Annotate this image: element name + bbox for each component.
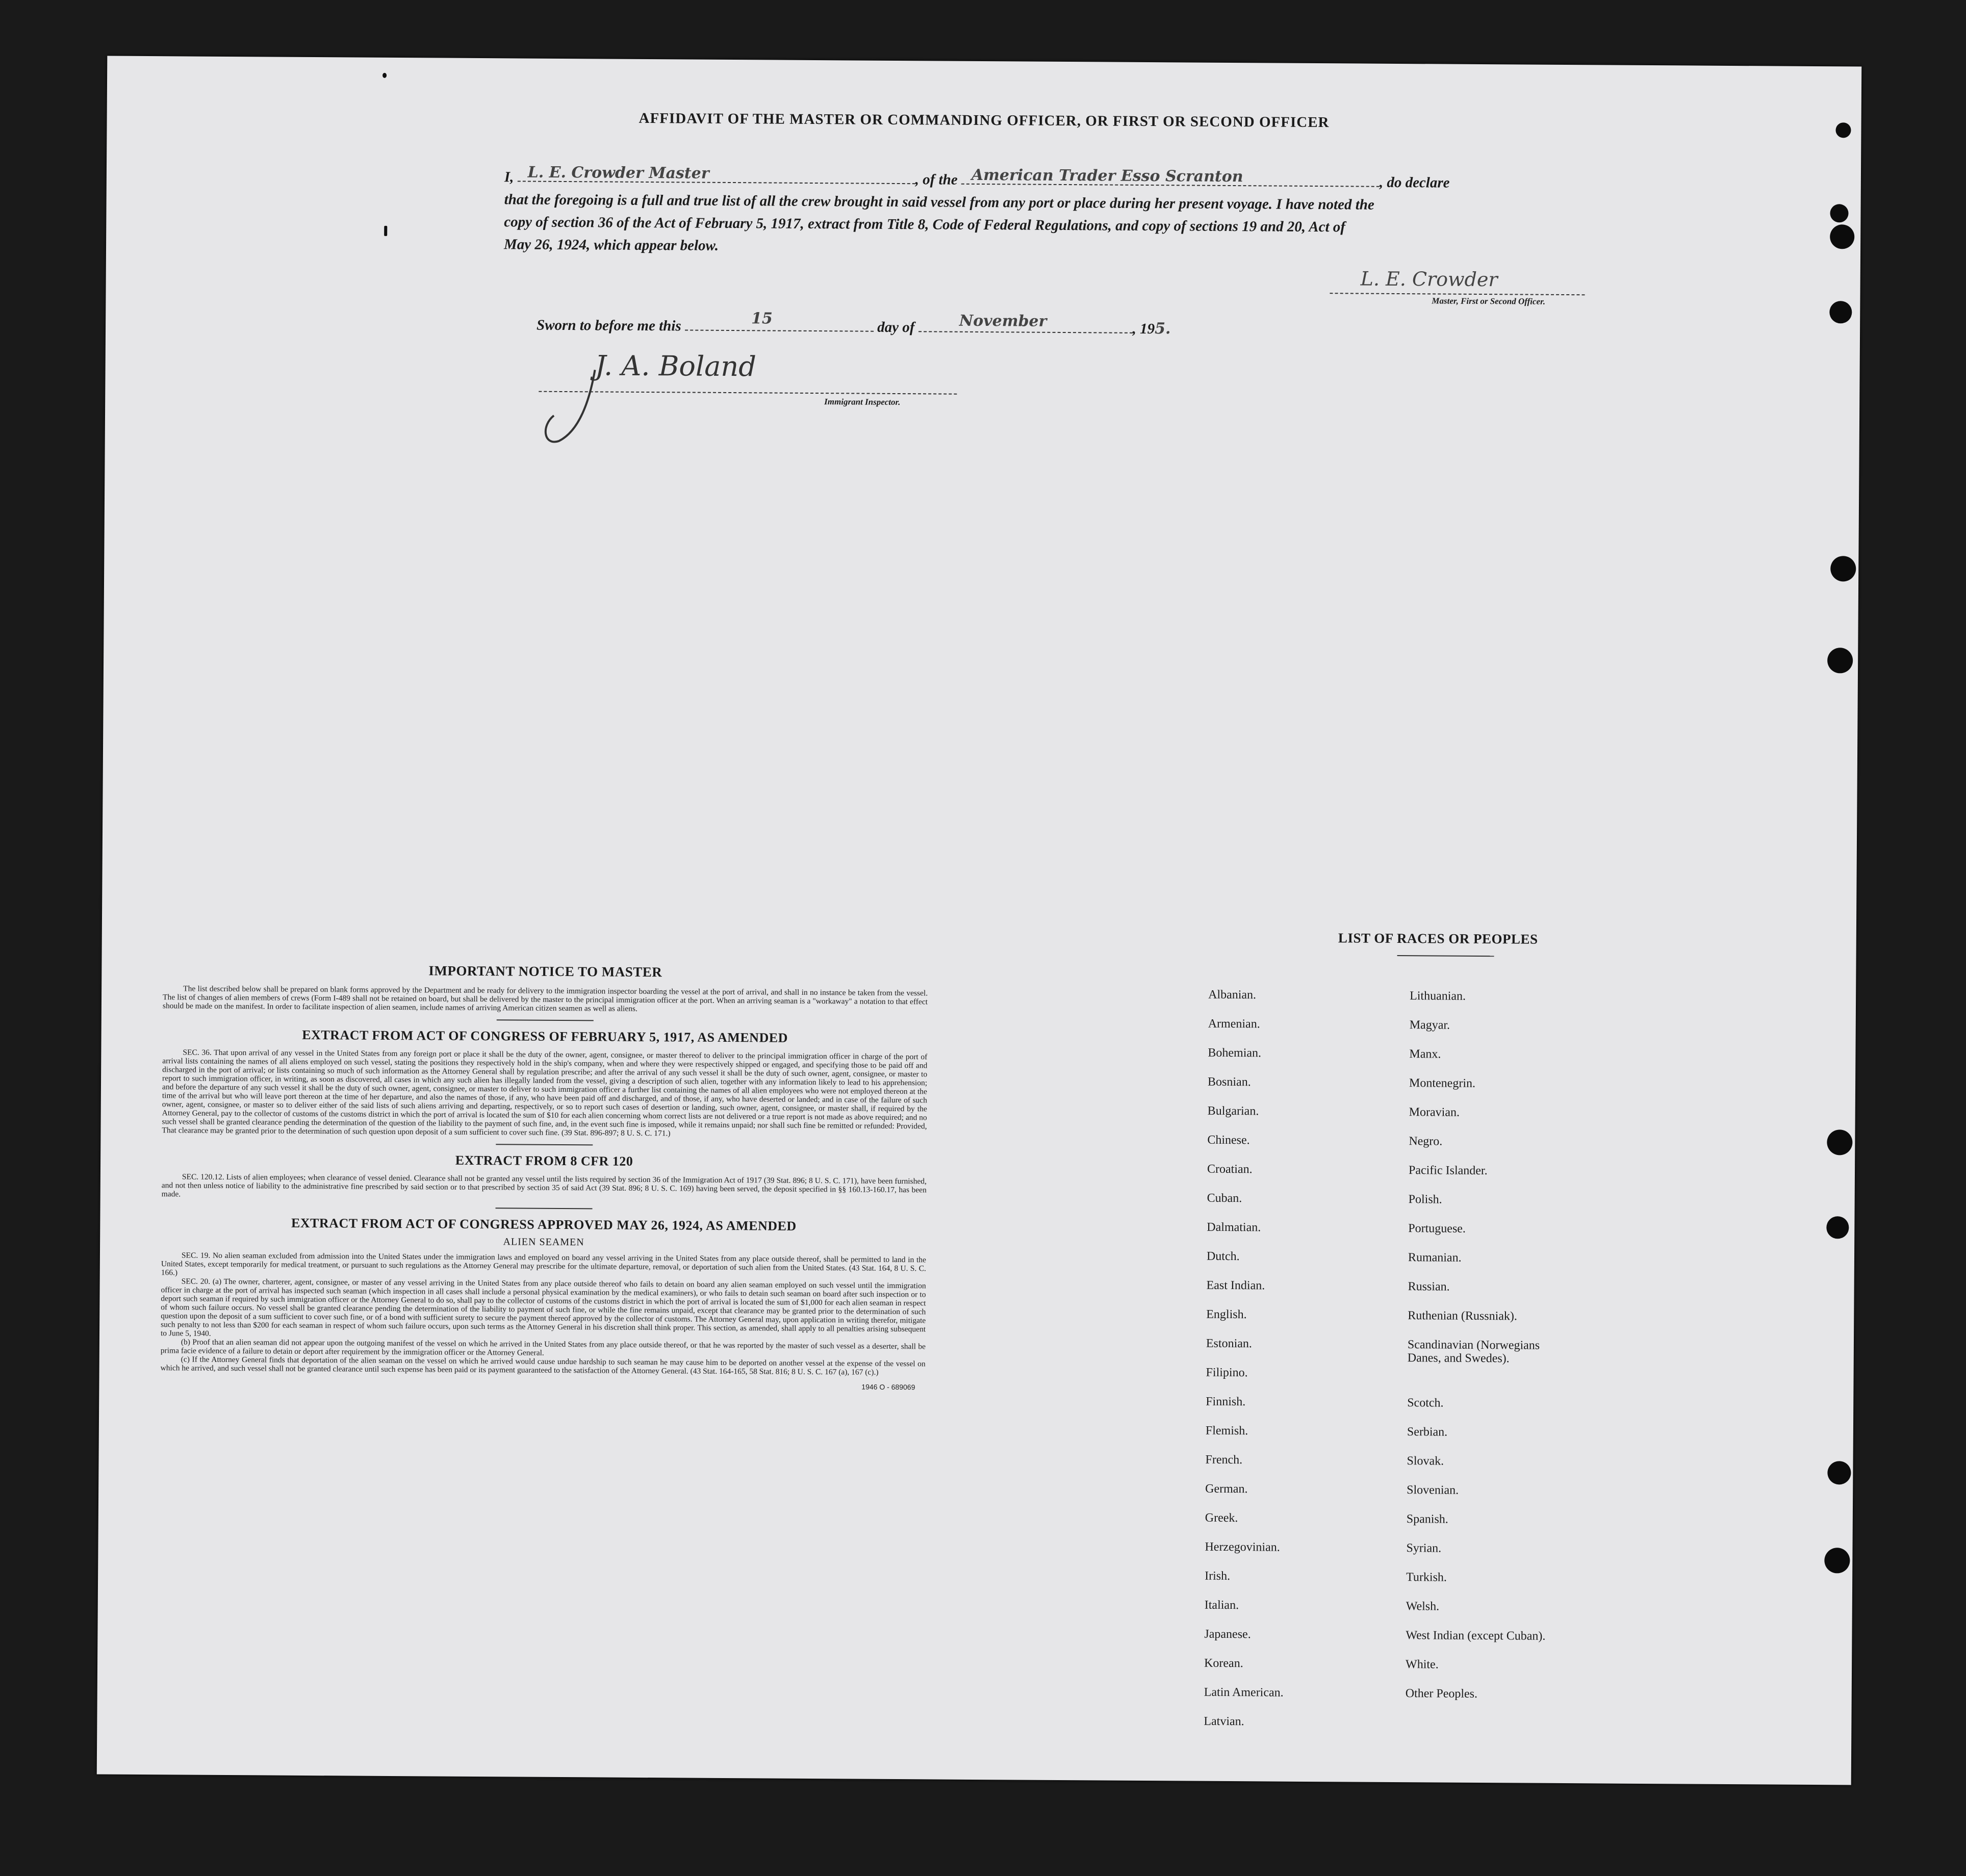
- race-item: Portuguese.: [1408, 1222, 1466, 1236]
- document-page: [97, 56, 1862, 1785]
- race-item: Other Peoples.: [1405, 1687, 1478, 1701]
- i-prefix: I,: [504, 169, 514, 186]
- race-item: English.: [1206, 1307, 1247, 1322]
- master-name-field: [518, 165, 915, 184]
- handwritten-vessel-name: American Trader Esso Scranton: [971, 166, 1243, 186]
- race-item: White.: [1406, 1658, 1439, 1672]
- sec-19-text: SEC. 19. No alien seaman excluded from admission into the United States under the immigration laws and employed on board any vessel arriving in the United States from any place outside thereof, shall be permitted to land in the United States, except temporarily for medical treatment, or pursuant to such regulations as the Attorney General may prescribe for the ultimate departure, removal, or deportation of such alien from the United States. (43 Stat. 164, 8 U. S. C. 166.): [161, 1251, 926, 1277]
- race-item: Slovenian.: [1407, 1483, 1459, 1497]
- race-item: Moravian.: [1409, 1106, 1460, 1119]
- notice-title: IMPORTANT NOTICE TO MASTER: [428, 963, 662, 980]
- inspector-signature-block: [539, 344, 957, 449]
- day-of-label: day of: [877, 319, 915, 336]
- race-item: Finnish.: [1206, 1395, 1246, 1409]
- divider: [496, 1144, 593, 1145]
- race-item: Scotch.: [1407, 1396, 1444, 1410]
- declaration-line-2: that the foregoing is a full and true list of all the crew brought in said vessel from any port or place during her present voyage. I have noted the: [504, 191, 1374, 213]
- sec-20a-text: SEC. 20. (a) The owner, charterer, agent, consignee, or master of any vessel arriving in the United States from any place outside thereof who fails to detain on board any alien seaman employed on such vessel until the immigration officer in charge at the port of arrival has inspected such seaman (which inspection in all cases shall include a personal physical examination by the medical examiners), or who fails to detain such seaman on board after such inspection or to deport such seaman if required by such immigration officer or the Attorney General to do so, shall pay to the collector of customs of the customs district in which the port of arrival is located the sum of $1,000 for each alien seaman in respect of whom such failure occurs. No vessel shall be granted clearance pending the determination of the liability to payment of such fine, or while the fine remains unpaid, except that clearance may be granted prior to the determination of such question upon the deposit of a sum sufficient to cover such fine, or of a bond with sufficient surety to secure the payment thereof approved by the collector of customs. The Attorney General may, upon application in writing therefor, mitigate such penalty to not less than $200 for each seaman in respect of whom such failure occurs, upon such terms as the Attorney General in his discretion shall think proper. This section, as amended, shall apply to all penalties arising subsequent to June 5, 1940.: [160, 1277, 926, 1338]
- race-item: Flemish.: [1205, 1424, 1248, 1438]
- punch-hole: [1830, 556, 1856, 581]
- officer-signature-block: [1330, 267, 1585, 306]
- extract-1924-subtitle: ALIEN SEAMEN: [503, 1236, 584, 1248]
- race-item: Greek.: [1205, 1511, 1238, 1525]
- race-item: Korean.: [1204, 1656, 1243, 1671]
- sworn-month-field: [918, 312, 1133, 333]
- affidavit-declaration: [504, 165, 1586, 262]
- speck: [384, 226, 387, 236]
- race-item: Ruthenian (Russniak).: [1408, 1309, 1517, 1323]
- sworn-label: Sworn to before me this: [537, 317, 681, 335]
- divider: [497, 1019, 594, 1021]
- punch-hole: [1827, 1129, 1852, 1155]
- punch-hole: [1830, 224, 1854, 249]
- race-item: Rumanian.: [1408, 1251, 1462, 1265]
- extract-1917-text: SEC. 36. That upon arrival of any vessel in the United States from any foreign port or place it shall be the duty of the owner, agent, consignee, or master thereof to deliver to the principal immigration officer in charge of the port of arrival lists containing the names of all aliens employed on such vessel, stating the positions they respectively hold in the ship's company, when and where they were respectively shipped or engaged, and specifying those to be paid off and discharged in the port of arrival; or lists containing so much of such information as the Attorney General shall by regulation prescribe; and after the arrival of any such vessel it shall be the duty of such owner, agent, consignee, or master to report to such immigration officer, in writing, as soon as discovered, all cases in which any such alien has illegally landed from the vessel, giving a description of such alien, together with any information likely to lead to his apprehension; and before the departure of any such vessel it shall be the duty of such owner, agent, consignee, or master to deliver to such immigration officer a further list containing the names of all alien employees who were not employed thereon at the time of the arrival but who will leave port thereon at the time of her departure, and also the names of those, if any, who have been paid off and discharged, and of those, if any, who have deserted or landed; and in case of the failure of such owner, agent, consignee, or master so to deliver either of the said lists of such aliens arriving and departing, respectively, or so to report such cases of desertion or landing, such owner, agent, consignee, or master shall, if required by the Attorney General, pay to the collector of customs of the customs district in which the port of arrival is located the sum of $10 for each alien concerning whom correct lists are not delivered or a true report is not made as above required; and no such vessel shall be granted clearance pending the determination of the question of the liability to the payment of such fine, and, in the event such fine is imposed, while it remains unpaid; nor shall such fine be remitted or refunded: Provided, That clearance may be granted prior to the determination of such question upon deposit of a sum sufficient to cover such fine. (39 Stat. 896-897; 8 U. S. C. 171.): [162, 1048, 928, 1138]
- punch-hole: [1835, 122, 1851, 138]
- punch-hole: [1827, 1461, 1851, 1484]
- inspector-signature: J. A. Boland: [595, 349, 756, 383]
- extract-cfr-text: SEC. 120.12. Lists of alien employees; when clearance of vessel denied. Clearance shall not be granted any vessel until the lists required by section 36 of the Immigration Act of 1917 (39 Stat. 896; 8 U. S. C. 171), have been furnished, and not then unless notice of liability to the administrative fine prescribed by said section or to that prescribed by section 35 of said Act (39 Stat. 896; 8 U. S. C. 169) having been served, the deposit specified in §§ 160.13-160.17, has been made.: [161, 1172, 927, 1199]
- race-item: Dalmatian.: [1207, 1220, 1261, 1235]
- sworn-month: November: [959, 312, 1047, 330]
- handwritten-master-name: L. E. Crowder Master: [527, 163, 709, 183]
- notices-column: [160, 961, 928, 1391]
- of-the-label: , of the: [915, 171, 958, 188]
- notice-text: The list described below shall be prepared on blank forms approved by the Department and be ready for delivery to the immigration inspector boarding the vessel at the port of arrival, and shall in no instance be taken from the vessel. The list of changes of alien members of crews (Form I-489 shall not be retained on board, but shall be delivered by the master to the principal immigration officer at the port. When an arriving seaman is a "workaway" a notation to that effect should be made on the manifest. In order to facilitate inspection of alien seamen, include names of arriving American citizen seamen as well as aliens.: [162, 984, 928, 1013]
- punch-hole: [1830, 204, 1848, 222]
- race-item: Magyar.: [1409, 1018, 1450, 1032]
- declaration-line-4: May 26, 1924, which appear below.: [503, 236, 719, 254]
- race-item: Filipino.: [1206, 1366, 1248, 1380]
- punch-hole: [1826, 1216, 1849, 1239]
- race-item: Scandinavian (Norwegians Danes, and Swedes).: [1407, 1338, 1540, 1366]
- sec-20b-text: (b) Proof that an alien seaman did not appear upon the outgoing manifest of the vessel on which he arrived in the United States from any place outside thereof, or that he was reported by the master of such vessel as a deserter, shall be prima facie evidence of a failure to detain or deport after requirement by the immigration officer or the Attorney General.: [160, 1338, 926, 1357]
- declaration-line-3: copy of section 36 of the Act of February 5, 1917, extract from Title 8, Code of Federal Regulations, and copy of sections 19 and 20, Act of: [504, 214, 1346, 236]
- race-item: Serbian.: [1407, 1425, 1448, 1439]
- race-item: Cuban.: [1207, 1191, 1242, 1205]
- races-title: LIST OF RACES OR PEOPLES: [1338, 930, 1538, 947]
- sworn-line: [537, 310, 1171, 341]
- race-item: Russian.: [1408, 1280, 1450, 1294]
- sworn-day-field: [685, 310, 874, 331]
- race-item: Latvian.: [1204, 1714, 1244, 1729]
- race-item: Manx.: [1409, 1047, 1441, 1061]
- race-item: Syrian.: [1406, 1541, 1442, 1555]
- officer-caption: Master, First or Second Officer.: [1432, 296, 1546, 306]
- race-item: Albanian.: [1208, 988, 1257, 1002]
- officer-signature: L. E. Crowder: [1360, 267, 1498, 291]
- affidavit-title: AFFIDAVIT OF THE MASTER OR COMMANDING OFFICER, OR FIRST OR SECOND OFFICER: [639, 110, 1330, 131]
- sec-20c-text: (c) If the Attorney General finds that deportation of the alien seaman on the vessel on which he arrived would cause undue hardship to such seaman he may cause him to be deported on another vessel at the expense of the vessel on which he arrived, and such vessel shall not be granted clearance until such expense has been paid or its payment guaranteed to the satisfaction of the Attorney General. (43 Stat. 164-165, 58 Stat. 816; 8 U. S. C. 167 (a), 167 (c).): [160, 1355, 926, 1377]
- race-item: French.: [1205, 1453, 1243, 1467]
- officer-signature-line: [1330, 293, 1585, 295]
- race-item: Polish.: [1408, 1193, 1442, 1206]
- race-item: Armenian.: [1208, 1017, 1260, 1031]
- divider: [496, 1207, 593, 1209]
- race-item: Montenegrin.: [1409, 1076, 1476, 1090]
- race-item: Negro.: [1409, 1135, 1443, 1148]
- race-item: Bulgarian.: [1207, 1104, 1259, 1118]
- year-prefix: , 19: [1132, 320, 1155, 338]
- race-item: Herzegovinian.: [1205, 1540, 1280, 1554]
- race-item: Irish.: [1205, 1569, 1231, 1583]
- race-item: Bohemian.: [1208, 1046, 1262, 1060]
- races-list: [1204, 930, 1668, 1799]
- race-item: Spanish.: [1406, 1512, 1448, 1526]
- sworn-year: 5.: [1155, 320, 1171, 338]
- race-item: Turkish.: [1406, 1571, 1447, 1584]
- race-item: German.: [1205, 1482, 1248, 1496]
- race-item: Welsh.: [1406, 1600, 1440, 1613]
- race-item: Japanese.: [1204, 1627, 1251, 1641]
- race-item: Bosnian.: [1207, 1075, 1251, 1089]
- speck: [382, 73, 387, 78]
- race-item: Italian.: [1204, 1598, 1239, 1612]
- races-title-rule: [1397, 955, 1494, 957]
- sworn-day: 15: [751, 310, 773, 328]
- race-item: Estonian.: [1206, 1337, 1253, 1351]
- extract-1924-title: EXTRACT FROM ACT OF CONGRESS APPROVED MAY 26, 1924, AS AMENDED: [291, 1215, 797, 1233]
- punch-hole: [1824, 1548, 1850, 1573]
- print-code: 1946 O - 689069: [861, 1382, 915, 1392]
- race-item: Slovak.: [1407, 1454, 1444, 1468]
- race-item: Lithuanian.: [1410, 989, 1466, 1003]
- punch-hole: [1829, 301, 1852, 323]
- race-item: Pacific Islander.: [1408, 1164, 1488, 1178]
- race-item: Croatian.: [1207, 1162, 1253, 1176]
- signature-flourish: [539, 365, 610, 447]
- extract-1917-title: EXTRACT FROM ACT OF CONGRESS OF FEBRUARY 5, 1917, AS AMENDED: [302, 1027, 788, 1045]
- race-item: Latin American.: [1204, 1685, 1284, 1700]
- race-item: Chinese.: [1207, 1133, 1250, 1147]
- inspector-caption: Immigrant Inspector.: [824, 397, 901, 407]
- do-declare-label: , do declare: [1379, 174, 1450, 191]
- vessel-name-field: [961, 168, 1380, 187]
- race-item: East Indian.: [1206, 1278, 1265, 1293]
- extract-cfr-title: EXTRACT FROM 8 CFR 120: [455, 1152, 633, 1169]
- race-item: West Indian (except Cuban).: [1406, 1629, 1546, 1643]
- punch-hole: [1827, 648, 1853, 673]
- race-item: Dutch.: [1206, 1249, 1240, 1264]
